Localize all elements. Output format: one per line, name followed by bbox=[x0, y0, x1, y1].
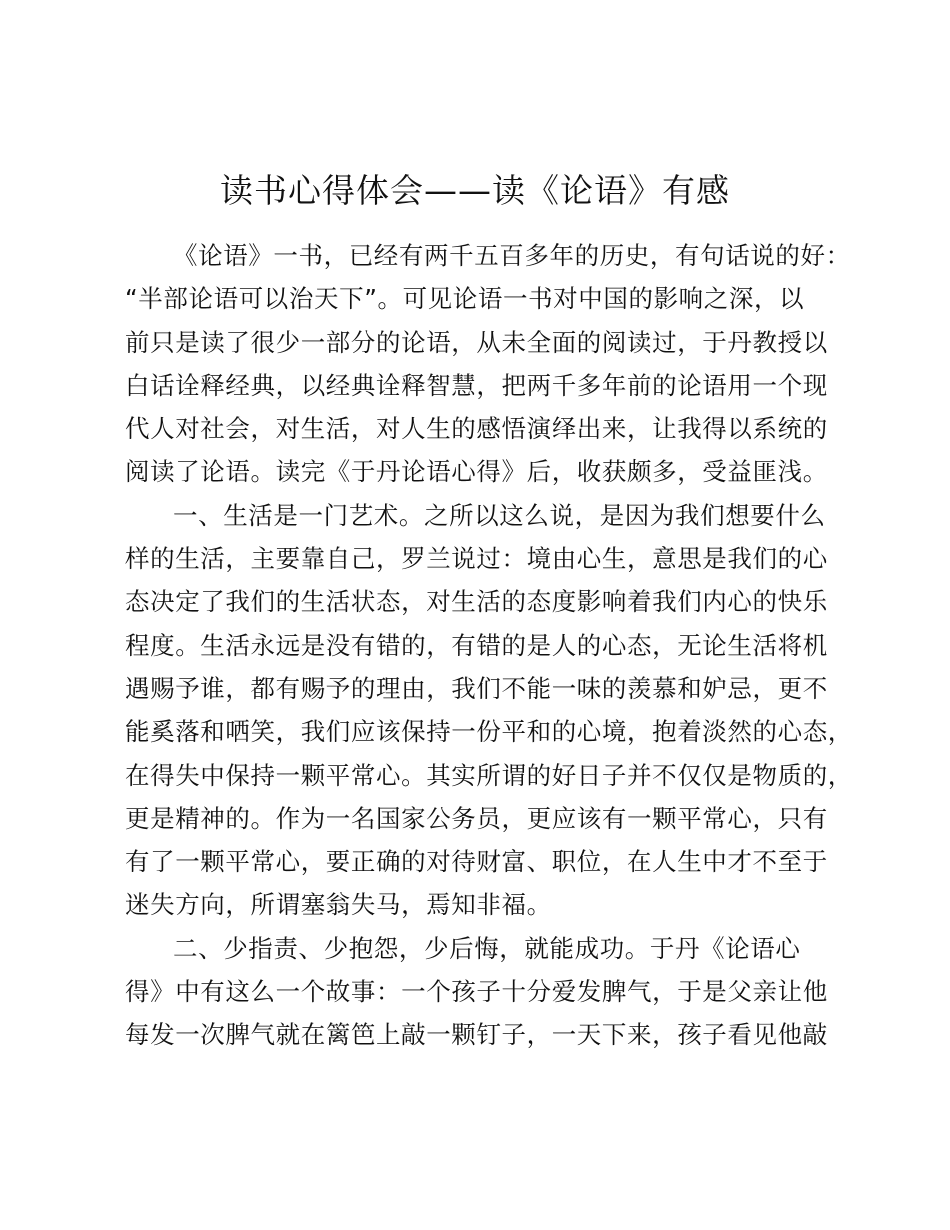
paragraph-line: 程度。生活永远是没有错的，有错的是人的心态，无论生活将机 bbox=[125, 630, 828, 660]
paragraph-line: 白话诠释经典，以经典诠释智慧，把两千多年前的论语用一个现 bbox=[125, 370, 828, 400]
paragraph-line: 得》中有这么一个故事：一个孩子十分爱发脾气，于是父亲让他 bbox=[125, 977, 828, 1007]
paragraph-line: 遇赐予谁，都有赐予的理由，我们不能一味的羡慕和妒忌，更不 bbox=[125, 673, 828, 703]
paragraph-line: 在得失中保持一颗平常心。其实所谓的好日子并不仅仅是物质的， bbox=[125, 760, 853, 790]
paragraph-line: “半部论语可以治天下”。可见论语一书对中国的影响之深，以 bbox=[125, 284, 805, 314]
paragraph-line: 能奚落和哂笑，我们应该保持一份平和的心境，抱着淡然的心态， bbox=[125, 717, 853, 747]
paragraph-line: 态决定了我们的生活状态，对生活的态度影响着我们内心的快乐 bbox=[125, 587, 828, 617]
paragraph-line: 阅读了论语。读完《于丹论语心得》后，收获颇多，受益匪浅。 bbox=[125, 457, 828, 487]
paragraph-line: 更是精神的。作为一名国家公务员，更应该有一颗平常心，只有 bbox=[125, 803, 828, 833]
paragraph-line: 迷失方向，所谓塞翁失马，焉知非福。 bbox=[125, 890, 552, 920]
document-body bbox=[125, 234, 853, 1057]
paragraph-line: 样的生活，主要靠自己，罗兰说过：境由心生，意思是我们的心 bbox=[125, 544, 828, 574]
paragraph-line: 二、少指责、少抱怨，少后悔，就能成功。于丹《论语心 bbox=[173, 933, 801, 963]
paragraph-line: 前只是读了很少一部分的论语，从未全面的阅读过，于丹教授以 bbox=[125, 327, 828, 357]
paragraph-line: 有了一颗平常心，要正确的对待财富、职位，在人生中才不至于 bbox=[125, 847, 828, 877]
paragraph-line: 一、生活是一门艺术。之所以这么说，是因为我们想要什么 bbox=[173, 500, 826, 530]
document-title: 读书心得体会——读《论语》有感 bbox=[220, 171, 730, 210]
paragraph-line: 每发一次脾气就在篱笆上敲一颗钉子，一天下来，孩子看见他敲 bbox=[125, 1020, 828, 1050]
paragraph-line: 代人对社会，对生活，对人生的感悟演绎出来，让我得以系统的 bbox=[125, 414, 828, 444]
paragraph-line: 《论语》一书，已经有两千五百多年的历史，有句话说的好： bbox=[173, 241, 851, 270]
